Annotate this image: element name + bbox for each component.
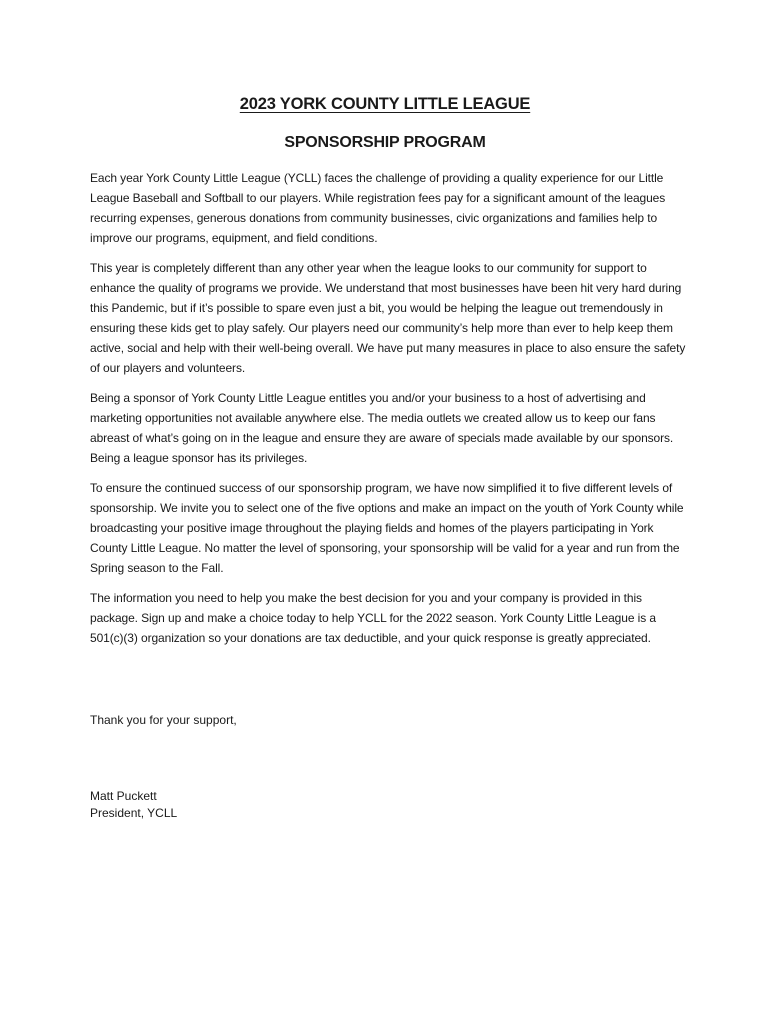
signature-block: [90, 788, 177, 822]
closing-line: Thank you for your support,: [90, 713, 237, 727]
paragraph-community-support: This year is completely different than any other year when the league looks to our community for support to enhance the quality of programs we provide. We understand that most businesses have been hit very hard during this Pandemic, but if it’s possible to spare even just a bit, you would be helping the league out tremendously in ensuring these kids get to play safely. Our players need our community’s help more than ever to help keep them active, social and help with their well-being overall. We have put many measures in place to also ensure the safety of our players and volunteers.: [90, 261, 686, 375]
signer-name: Matt Puckett: [90, 789, 157, 803]
paragraph-tax-deductible: The information you need to help you make the best decision for you and your company is provided in this package. Sign up and make a choice today to help YCLL for the 2022 season. York County Little League is a 501(c)(3) organization so your donations are tax deductible, and your quick response is greatly appreciated.: [90, 591, 656, 645]
letter-body: [90, 168, 690, 658]
document-title: 2023 YORK COUNTY LITTLE LEAGUE: [239, 95, 531, 113]
document-subtitle: SPONSORSHIP PROGRAM: [284, 134, 486, 151]
paragraph-sponsorship-levels: To ensure the continued success of our sponsorship program, we have now simplified it to five different levels of sponsorship. We invite you to select one of the five options and make an impact on the youth of York County while broadcasting your positive image throughout the playing fields and homes of the players participating in York County Little League. No matter the level of sponsoring, your sponsorship will be valid for a year and run from the Spring season to the Fall.: [90, 481, 684, 575]
paragraph-sponsor-benefits: Being a sponsor of York County Little League entitles you and/or your business to a host of advertising and marketing opportunities not available anywhere else. The media outlets we created allow us to keep our fans abreast of what’s going on in the league and ensure they are aware of specials made available by our sponsors. Being a league sponsor has its privileges.: [90, 391, 674, 465]
signer-title: President, YCLL: [90, 806, 178, 820]
paragraph-intro: Each year York County Little League (YCLL) faces the challenge of providing a quality experience for our Little League Baseball and Softball to our players. While registration fees pay for a significant amount of the leagues recurring expenses, generous donations from community businesses, civic organizations and families help to improve our programs, equipment, and field conditions.: [90, 171, 666, 245]
